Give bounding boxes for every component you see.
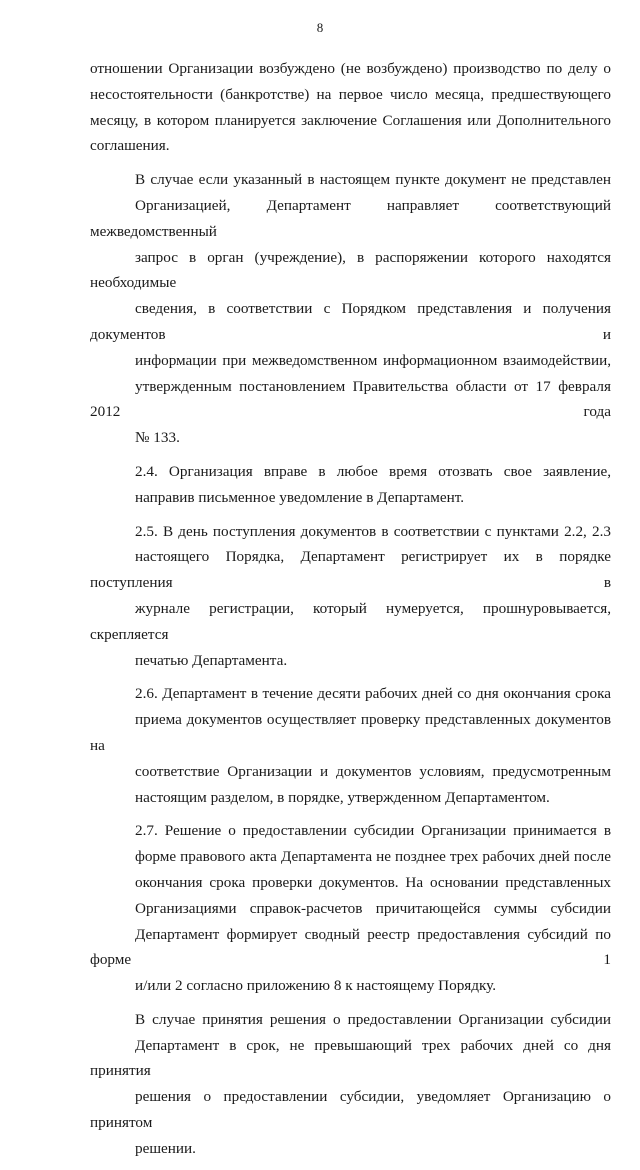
text-line: утвержденным постановлением Правительства области от 17 февраля 2012 года [90,377,611,421]
text-line: В случае принятия решения о предоставлении Организации субсидии [135,1010,611,1028]
text-line: 2.5. В день поступления документов в соответствии с пунктами 2.2, 2.3 [135,522,611,540]
text-line: сведения, в соответствии с Порядком представления и получения документов и [90,300,611,343]
text-line: Организацией, Департамент направляет соответствующий межведомственный [90,196,611,240]
text-line: 2.6. Департамент в течение десяти рабочих дней со дня окончания срока [135,685,611,703]
paragraph [90,818,611,999]
text-line: 2.4. Организация вправе в любое время отозвать свое заявление, [135,462,611,480]
paragraph [90,1007,611,1162]
text-line: направив письменное уведомление в Департамент. [135,488,465,506]
text-line: форме правового акта Департамента не позднее трех рабочих дней после [135,848,611,866]
text-line: Департамент формирует сводный реестр предоставления субсидий по форме 1 [90,925,611,969]
page-number: 8 [316,20,324,35]
text-line: решении. [135,1139,196,1157]
text-line: месяцу, в котором планируется заключение Соглашения или Дополнительного [90,111,611,129]
text-line: № 133. [135,429,180,447]
text-line: несостоятельности (банкротстве) на первое число месяца, предшествующего [90,85,611,103]
text-line: запрос в орган (учреждение), в распоряжении которого находятся необходимые [90,248,611,292]
paragraph [90,56,611,159]
text-line: Департамент в срок, не превышающий трех рабочих дней со дня принятия [90,1036,611,1080]
text-line: информации при межведомственном информационном взаимодействии, [135,351,611,369]
text-line: соглашения. [90,137,170,155]
document-body [90,56,611,1170]
text-line: Организациями справок-расчетов причитающейся суммы субсидии [135,899,611,917]
text-line: настоящего Порядка, Департамент регистрирует их в порядке поступления в [90,548,611,592]
text-line: решения о предоставлении субсидии, уведомляет Организацию о принятом [90,1088,611,1132]
paragraph [90,167,611,451]
paragraph [90,681,611,810]
text-line: соответствие Организации и документов условиям, предусмотренным [135,762,611,780]
text-line: журнале регистрации, который нумеруется, прошнуровывается, скрепляется [90,599,611,643]
text-line: окончания срока проверки документов. На основании представленных [135,873,611,891]
text-line: отношении Организации возбуждено (не возбуждено) производство по делу о [90,60,611,77]
text-line: и/или 2 согласно приложению 8 к настоящему Порядку. [135,977,497,995]
text-line: приема документов осуществляет проверку представленных документов на [90,711,611,754]
text-line: настоящим разделом, в порядке, утвержденном Департаментом. [135,788,550,806]
paragraph [90,519,611,674]
text-line: 2.7. Решение о предоставлении субсидии Организации принимается в [135,822,611,840]
text-line: печатью Департамента. [135,651,288,669]
paragraph [90,459,611,511]
text-line: В случае если указанный в настоящем пункте документ не представлен [135,171,611,189]
